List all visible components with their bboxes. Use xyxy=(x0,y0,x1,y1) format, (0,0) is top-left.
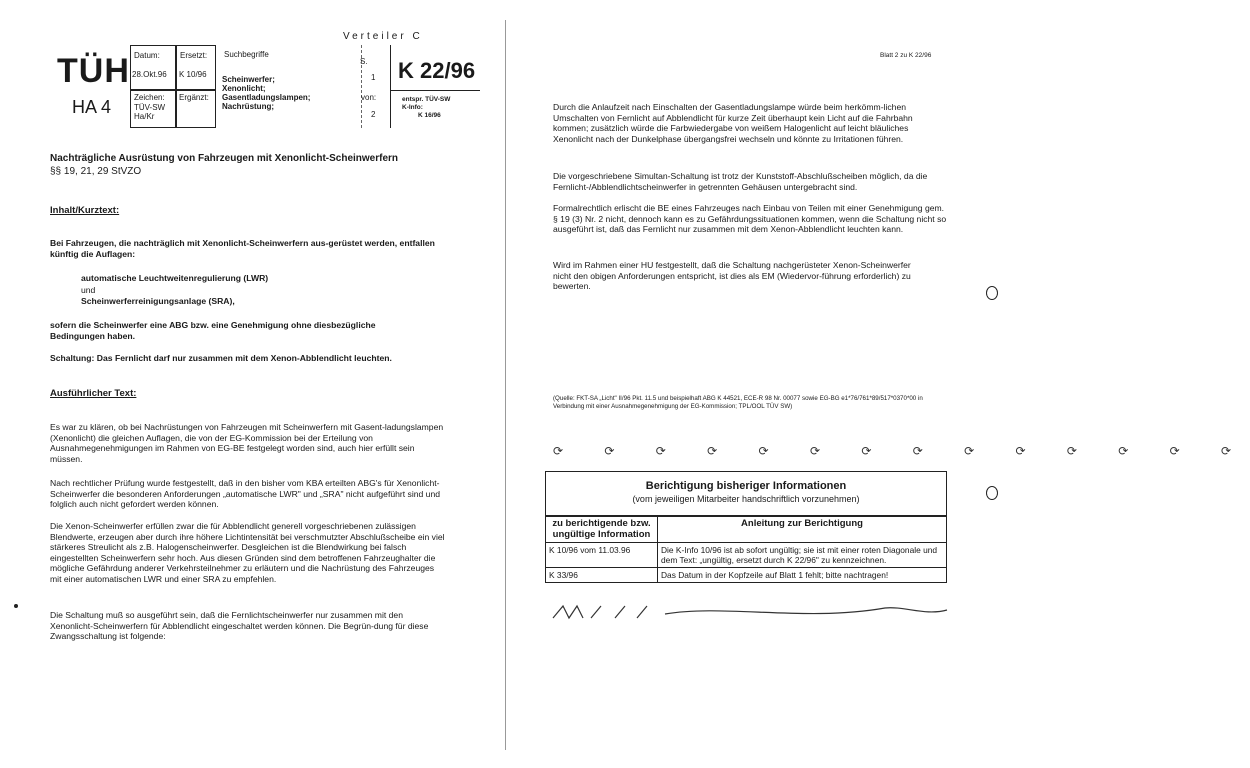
kurztext-item-sra: Scheinwerferreinigungsanlage (SRA), xyxy=(81,296,235,306)
logo-cell xyxy=(50,45,130,128)
header-divider-horizontal xyxy=(390,90,480,91)
datum-value: 28.Okt.96 xyxy=(132,70,167,79)
berichtigung-title: Berichtigung bisheriger Informationen xyxy=(645,480,847,492)
right-paragraph-4: Wird im Rahmen einer HU festgestellt, daß die Schaltung nachgerüsteter Xenon-Scheinwerfer nicht den obigen Anforderungen entspricht, ist dies als EM (Wiedervor-führung erforderlich) zu bewerten. xyxy=(553,260,911,292)
document-title: Nachträgliche Ausrüstung von Fahrzeugen mit Xenonlicht-Scheinwerfern xyxy=(50,153,399,164)
row2-instruction: Das Datum in der Kopfzeile auf Blatt 1 fehlt; bitte nachtragen! xyxy=(658,568,947,583)
document-header-box xyxy=(50,45,480,128)
suchbegriffe-list: Scheinwerfer; Xenonlicht; Gasentladungslampen; Nachrüstung; xyxy=(222,75,311,111)
page-gutter-line xyxy=(505,20,506,750)
zeichen-cell xyxy=(130,90,176,128)
ergaenzt-cell xyxy=(176,90,216,128)
punch-hole-mark-top xyxy=(986,286,998,300)
legal-reference: §§ 19, 21, 29 StVZO xyxy=(50,166,142,177)
berichtigung-header-box xyxy=(545,471,947,517)
table-header-row xyxy=(546,516,947,543)
berichtigung-table xyxy=(545,515,947,583)
kinfo-label: K-Info: xyxy=(402,104,423,111)
table-row xyxy=(546,543,947,568)
zeichen-value: TÜV-SW Ha/Kr xyxy=(134,103,166,121)
arrow-separator-row: ⟳ ⟳ ⟳ ⟳ ⟳ ⟳ ⟳ ⟳ ⟳ ⟳ ⟳ ⟳ ⟳ ⟳ xyxy=(553,444,1250,458)
berichtigung-subtitle: (vom jeweiligen Mitarbeiter handschriftlich vorzunehmen) xyxy=(632,494,860,504)
kinfo-value: K 16/96 xyxy=(418,112,441,119)
datum-cell xyxy=(130,45,176,90)
header-divider-vertical xyxy=(390,45,391,128)
ersetzt-value: K 10/96 xyxy=(179,70,207,79)
punch-hole-mark-bottom xyxy=(986,486,998,500)
handwritten-strikethrough-scribble xyxy=(545,600,955,624)
seite-value: 1 xyxy=(371,73,376,82)
ergaenzt-label: Ergänzt: xyxy=(179,93,209,102)
row1-instruction: Die K-Info 10/96 ist ab sofort ungültig; sie ist mit einer roten Diagonale und dem Text: „ungültig, ersetzt durch K 22/96" zu kennzeichnen. xyxy=(658,543,947,568)
von-label: von: xyxy=(361,93,377,102)
table-row xyxy=(546,568,947,583)
kurztext-sofern: sofern die Scheinwerfer eine ABG bzw. eine Genehmigung ohne diesbezügliche Bedingungen haben. xyxy=(50,320,376,341)
right-paragraph-1: Durch die Anlaufzeit nach Einschalten der Gasentladungslampe würde beim herkömm-lichen Umschalten von Fernlicht auf Abblendlicht für kurze Zeit überhaupt kein Licht auf die Fahrbahn kommen; zusätzlich würde die Farbwiedergabe von weißem Halogenlicht auf leicht bläuliches Xenonlicht nach der Dunkelphase übergangsfrei wechseln und könnte zu Irritationen führen. xyxy=(553,102,913,144)
schaltung-rule: Schaltung: Das Fernlicht darf nur zusammen mit dem Xenon-Abblendlicht leuchten. xyxy=(50,353,392,363)
ersetzt-label: Ersetzt: xyxy=(180,51,208,60)
datum-label: Datum: xyxy=(134,51,160,60)
right-paragraph-2: Die vorgeschriebene Simultan-Schaltung ist trotz der Kunststoff-Abschlußscheiben möglich, da die Fernlicht-/Abblendlichtscheinwerfer in getrennten Gehäusen untergebracht sind. xyxy=(553,171,928,192)
row2-invalid-info: K 33/96 xyxy=(546,568,658,583)
ersetzt-cell xyxy=(176,45,216,90)
scribble-line xyxy=(553,606,947,618)
verteiler-label: Verteiler C xyxy=(343,31,423,42)
detail-paragraph-3: Die Xenon-Scheinwerfer erfüllen zwar die für Abblendlicht generell vorgeschriebenen zulässigen Blendwerte, erzeugen aber durch ihre höhere Lichtintensität bei verschmutzter Abschlußscheibe ein viel stärkeres Streulicht als z.B. Halogenscheinwerfer. Desgleichen ist die Blendwirkung bei falsch eingestellten Scheinwerfern sehr hoch. Aus diesen Gründen sind dem betroffenen Fahrzeughalter die mögliche Gefährdung anderer Verkehrsteilnehmer zu erläutern und die Nachrüstung des Fahrzeuges mit einer automatischen LWR und einer SRA zu empfehlen. xyxy=(50,521,445,584)
suchbegriffe-label: Suchbegriffe xyxy=(224,50,269,59)
detail-paragraph-4: Die Schaltung muß so ausgeführt sein, daß die Fernlichtscheinwerfer nur zusammen mit den Xenonlicht-Scheinwerfern für Abblendlicht eingeschaltet werden können. Die Begrün-dung für diese Zwangsschaltung ist folgende: xyxy=(50,610,429,642)
col-header-instructions: Anleitung zur Berichtigung xyxy=(658,516,947,543)
kurztext-und: und xyxy=(81,285,96,295)
row1-invalid-info: K 10/96 vom 11.03.96 xyxy=(546,543,658,568)
detail-paragraph-1: Es war zu klären, ob bei Nachrüstungen von Fahrzeugen mit Scheinwerfern mit Gasent-ladungslampen (Xenonlicht) die gleichen Auflagen, die von der EG-Kommission bei der Erteilung von Ausnahmegenehmigungen im Rahmen von EG-BE festgelegt worden sind, auch hier erfüllt sein müssen. xyxy=(50,422,444,464)
page-reference: Blatt 2 zu K 22/96 xyxy=(880,52,932,59)
inhalt-heading: Inhalt/Kurztext: xyxy=(50,205,120,216)
seite-label: S. xyxy=(360,57,368,66)
detail-paragraph-2: Nach rechtlicher Prüfung wurde festgestellt, daß in den bisher vom KBA erteilten ABG's für Xenonlicht-Scheinwerfer die besonderen Anforderungen „automatische LWR" und „SRA" nicht aufgeführt sind und folglich auch nicht gefordert werden können. xyxy=(50,478,441,510)
right-paragraph-3: Formalrechtlich erlischt die BE eines Fahrzeuges nach Einbau von Teilen mit einer Genehmigung gem. § 19 (3) Nr. 2 nicht, dennoch kann es zu Gefährdungssituationen kommen, wenn die Schaltung nicht so ausgeführt ist, daß das Fernlicht nur zusammen mit dem Xenon-Abblendlicht leuchten kann. xyxy=(553,203,947,235)
tuev-logo: TÜH xyxy=(57,52,130,90)
division-label: HA 4 xyxy=(72,97,112,117)
k-info-number: K 22/96 xyxy=(398,58,476,83)
margin-mark-dot xyxy=(14,604,18,608)
suchbegriffe-cell xyxy=(216,45,362,128)
entspr-label: entspr. TÜV-SW xyxy=(402,96,451,103)
source-citation: (Quelle: FKT-SA „Licht" II/96 Pkt. 11.5 und beispielhaft ABG K 44521, ECE-R 98 Nr. 00077 sowie EG-BG e1*76/761*89/517*0370*00 in Verbindung mit einer Ausnahmegenehmigung der EG-Kommission; TPL/OOL TÜV SW) xyxy=(553,395,923,410)
kurztext-intro: Bei Fahrzeugen, die nachträglich mit Xenonlicht-Scheinwerfern aus-gerüstet werden, entfallen künftig die Auflagen: xyxy=(50,238,435,259)
ausfuehrlich-heading: Ausführlicher Text: xyxy=(50,388,137,399)
col-header-invalid-info: zu berichtigende bzw. ungültige Information xyxy=(546,516,658,543)
zeichen-label: Zeichen: xyxy=(134,93,165,102)
kurztext-item-lwr: automatische Leuchtweitenregulierung (LWR) xyxy=(81,273,269,283)
von-value: 2 xyxy=(371,110,376,119)
